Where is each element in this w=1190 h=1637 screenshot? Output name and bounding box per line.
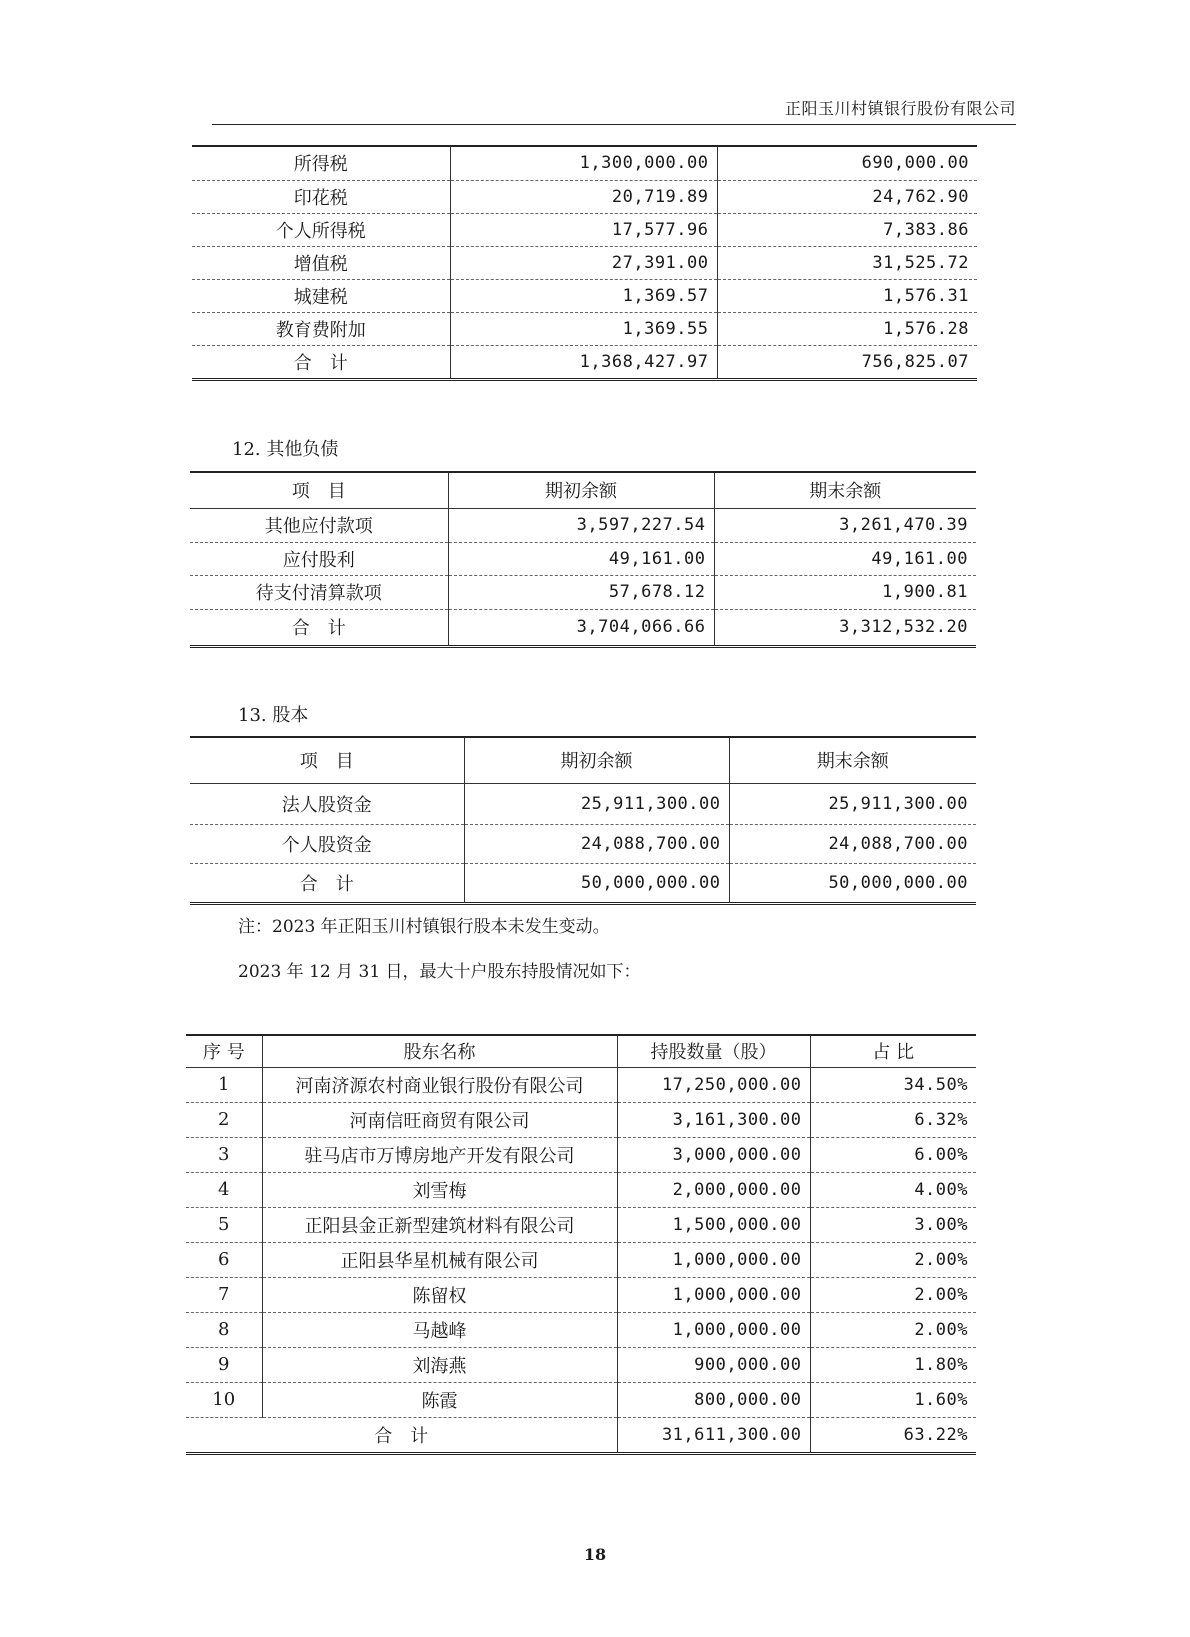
section-13-title: 13. 股本 (238, 705, 309, 726)
shareholder-name: 刘海燕 (262, 1347, 617, 1382)
shareholder-name: 陈霞 (262, 1382, 617, 1417)
table-row (186, 1102, 976, 1137)
shares: 1,000,000.00 (617, 1312, 810, 1347)
seq: 1 (186, 1067, 262, 1102)
total-begin: 50,000,000.00 (464, 863, 729, 903)
header-shareholder-name: 股东名称 (262, 1035, 617, 1067)
table-row-total (190, 863, 976, 903)
shares: 1,000,000.00 (617, 1242, 810, 1277)
seq: 4 (186, 1172, 262, 1207)
ratio: 4.00% (810, 1172, 976, 1207)
seq: 3 (186, 1137, 262, 1172)
begin-balance: 24,088,700.00 (464, 824, 729, 863)
shares: 900,000.00 (617, 1347, 810, 1382)
ratio: 1.80% (810, 1347, 976, 1382)
item-name: 其他应付款项 (190, 508, 448, 542)
header-ratio: 占 比 (810, 1035, 976, 1067)
table-row (186, 1067, 976, 1102)
seq: 10 (186, 1382, 262, 1417)
begin-balance: 25,911,300.00 (464, 783, 729, 824)
ratio: 34.50% (810, 1067, 976, 1102)
begin-balance: 49,161.00 (448, 542, 714, 575)
shareholder-name: 正阳县金正新型建筑材料有限公司 (262, 1207, 617, 1242)
tax-total-end: 756,825.07 (717, 345, 977, 379)
shareholder-name: 驻马店市万博房地产开发有限公司 (262, 1137, 617, 1172)
table-row (186, 1207, 976, 1242)
ratio: 6.00% (810, 1137, 976, 1172)
table-row-total (190, 609, 976, 646)
ratio: 2.00% (810, 1312, 976, 1347)
tax-begin: 1,300,000.00 (450, 146, 717, 180)
header-company: 正阳玉川村镇银行股份有限公司 (784, 99, 1016, 118)
shareholder-name: 马越峰 (262, 1312, 617, 1347)
header-begin-balance: 期初余额 (448, 472, 714, 508)
table-row (186, 1242, 976, 1277)
shares: 3,000,000.00 (617, 1137, 810, 1172)
top-shareholders-intro: 2023 年 12 月 31 日，最大十户股东持股情况如下： (238, 962, 641, 982)
ratio: 3.00% (810, 1207, 976, 1242)
ratio: 6.32% (810, 1102, 976, 1137)
tax-begin: 20,719.89 (450, 180, 717, 213)
ratio: 1.60% (810, 1382, 976, 1417)
header-item: 项 目 (190, 472, 448, 508)
shareholder-name: 河南信旺商贸有限公司 (262, 1102, 617, 1137)
end-balance: 3,261,470.39 (714, 508, 976, 542)
shares: 2,000,000.00 (617, 1172, 810, 1207)
table-row (186, 1277, 976, 1312)
table-row (192, 146, 977, 180)
tax-begin: 27,391.00 (450, 246, 717, 279)
total-begin: 3,704,066.66 (448, 609, 714, 646)
table-row (192, 180, 977, 213)
table-row (190, 508, 976, 542)
item-name: 待支付清算款项 (190, 575, 448, 609)
begin-balance: 3,597,227.54 (448, 508, 714, 542)
end-balance: 24,088,700.00 (729, 824, 976, 863)
tax-name: 增值税 (192, 246, 450, 279)
tax-end: 31,525.72 (717, 246, 977, 279)
table-header-row (190, 737, 976, 783)
shares: 800,000.00 (617, 1382, 810, 1417)
total-label: 合 计 (190, 609, 448, 646)
end-balance: 25,911,300.00 (729, 783, 976, 824)
shareholder-name: 陈留权 (262, 1277, 617, 1312)
tax-name: 城建税 (192, 279, 450, 312)
other-liabilities-table (190, 471, 976, 648)
tax-name: 印花税 (192, 180, 450, 213)
ratio: 2.00% (810, 1277, 976, 1312)
table-row (186, 1312, 976, 1347)
shareholder-name: 河南济源农村商业银行股份有限公司 (262, 1067, 617, 1102)
tax-end: 24,762.90 (717, 180, 977, 213)
total-label: 合 计 (190, 863, 464, 903)
tax-name: 教育费附加 (192, 312, 450, 345)
table-row (192, 213, 977, 246)
total-end: 3,312,532.20 (714, 609, 976, 646)
table-row (190, 824, 976, 863)
table-row (186, 1172, 976, 1207)
end-balance: 1,900.81 (714, 575, 976, 609)
tax-name: 个人所得税 (192, 213, 450, 246)
total-end: 50,000,000.00 (729, 863, 976, 903)
shares: 3,161,300.00 (617, 1102, 810, 1137)
share-capital-table (190, 736, 976, 905)
item-name: 应付股利 (190, 542, 448, 575)
table-row (190, 542, 976, 575)
tax-total-label: 合 计 (192, 345, 450, 379)
header-end-balance: 期末余额 (714, 472, 976, 508)
table-header-row (186, 1035, 976, 1067)
shares: 17,250,000.00 (617, 1067, 810, 1102)
share-capital-note: 注：2023 年正阳玉川村镇银行股本未发生变动。 (238, 917, 610, 937)
table-row (186, 1347, 976, 1382)
tax-total-begin: 1,368,427.97 (450, 345, 717, 379)
table-row (186, 1382, 976, 1417)
tax-end: 1,576.31 (717, 279, 977, 312)
end-balance: 49,161.00 (714, 542, 976, 575)
seq: 9 (186, 1347, 262, 1382)
tax-end: 690,000.00 (717, 146, 977, 180)
tax-end: 1,576.28 (717, 312, 977, 345)
seq: 6 (186, 1242, 262, 1277)
tax-begin: 1,369.55 (450, 312, 717, 345)
seq: 8 (186, 1312, 262, 1347)
seq: 2 (186, 1102, 262, 1137)
total-shares: 31,611,300.00 (617, 1417, 810, 1453)
table-row-total (186, 1417, 976, 1453)
seq: 7 (186, 1277, 262, 1312)
tax-begin: 1,369.57 (450, 279, 717, 312)
ratio: 2.00% (810, 1242, 976, 1277)
header-item: 项 目 (190, 737, 464, 783)
section-12-title: 12. 其他负债 (232, 439, 339, 460)
table-row (190, 575, 976, 609)
table-row (192, 312, 977, 345)
total-label: 合 计 (186, 1417, 617, 1453)
table-row (186, 1137, 976, 1172)
top-shareholders-table (186, 1034, 976, 1455)
header-begin-balance: 期初余额 (464, 737, 729, 783)
tax-end: 7,383.86 (717, 213, 977, 246)
shareholder-name: 刘雪梅 (262, 1172, 617, 1207)
header-shares: 持股数量（股） (617, 1035, 810, 1067)
table-row (192, 246, 977, 279)
total-ratio: 63.22% (810, 1417, 976, 1453)
header-end-balance: 期末余额 (729, 737, 976, 783)
shares: 1,000,000.00 (617, 1277, 810, 1312)
table-row (192, 279, 977, 312)
item-name: 法人股资金 (190, 783, 464, 824)
table-row-total (192, 345, 977, 379)
shares: 1,500,000.00 (617, 1207, 810, 1242)
seq: 5 (186, 1207, 262, 1242)
tax-name: 所得税 (192, 146, 450, 180)
item-name: 个人股资金 (190, 824, 464, 863)
tax-begin: 17,577.96 (450, 213, 717, 246)
table-row (190, 783, 976, 824)
header-seq: 序 号 (186, 1035, 262, 1067)
page-number: 18 (583, 1545, 607, 1564)
tax-table (192, 145, 977, 381)
header-rule (212, 124, 1016, 125)
shareholder-name: 正阳县华星机械有限公司 (262, 1242, 617, 1277)
table-header-row (190, 472, 976, 508)
begin-balance: 57,678.12 (448, 575, 714, 609)
